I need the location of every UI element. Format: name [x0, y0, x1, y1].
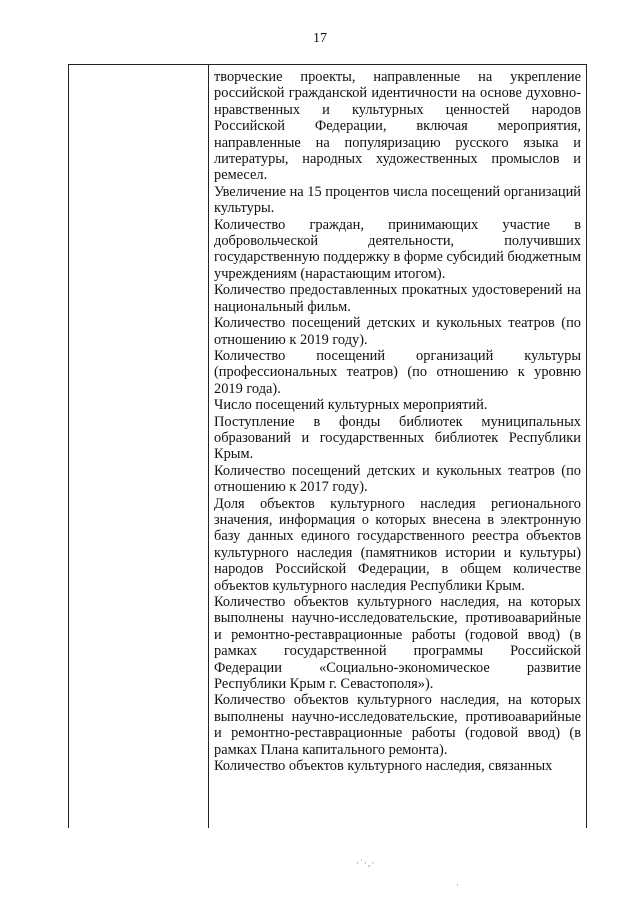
paragraph-visits-increase: Увеличение на 15 процентов числа посещений организаций культуры. — [214, 183, 581, 217]
paragraph-volunteers: Количество граждан, принимающих участие в добровольческой деятельности, получивших государственную поддержку в форме субсидий бюджетным учреждениям (нарастающим итогом). — [214, 216, 581, 282]
paragraph-professional-theatres: Количество посещений организаций культуры (профессиональных театров) (по отношению к уровню 2019 года). — [214, 347, 581, 397]
indicators-table — [68, 64, 587, 828]
paragraph-heritage-repair-plan: Количество объектов культурного наследия, на которых выполнены научно-исследовательские, противоаварийные и ремонтно-реставрационные работы (годовой ввод) (в рамках Плана капитального ремонта). — [214, 692, 581, 758]
table-left-column — [69, 65, 209, 828]
page-number: 17 — [313, 31, 327, 46]
paragraph-heritage-related: Количество объектов культурного наследия, связанных — [214, 758, 553, 775]
paragraph-creative-projects: творческие проекты, направленные на укрепление российской гражданской идентичности на основе духовно-нравственных и культурных ценностей народов Российской Федерации, включая мероприятия, направленные на популяризацию русского языка и литературы, народных художественных промыслов и ремесел. — [214, 69, 581, 184]
paragraph-theatre-visits-2017: Количество посещений детских и кукольных театров (по отношению к 2017 году). — [214, 462, 581, 496]
paragraph-theatre-visits-2019: Количество посещений детских и кукольных театров (по отношению к 2019 году). — [214, 315, 581, 348]
paragraph-heritage-database: Доля объектов культурного наследия регионального значения, информация о которых внесена в электронную базу данных единого государственного реестра объектов культурного наследия (памятников истории и культуры) народов Российской Федерации, в общем количестве объектов культурного наследия Республики Крым. — [214, 495, 581, 594]
paragraph-heritage-state-program: Количество объектов культурного наследия, на которых выполнены научно-исследовательские, противоаварийные и ремонтно-реставрационные работы (годовой ввод) (в рамках государственной программы Российской Федерации «Социально-экономическое развитие Республики Крым г. Севастополя»). — [214, 594, 581, 693]
paragraph-cultural-events: Число посещений культурных мероприятий. — [214, 397, 488, 414]
paragraph-library-funds: Поступление в фонды библиотек муниципальных образований и государственных библиотек Республики Крым. — [214, 413, 581, 463]
table-right-column — [209, 65, 586, 828]
paragraph-film-certificates: Количество предоставленных прокатных удостоверений на национальный фильм. — [214, 282, 581, 315]
scan-speck-dot: · — [456, 880, 460, 890]
scan-speck-mark: ·˙·,· — [356, 858, 376, 868]
